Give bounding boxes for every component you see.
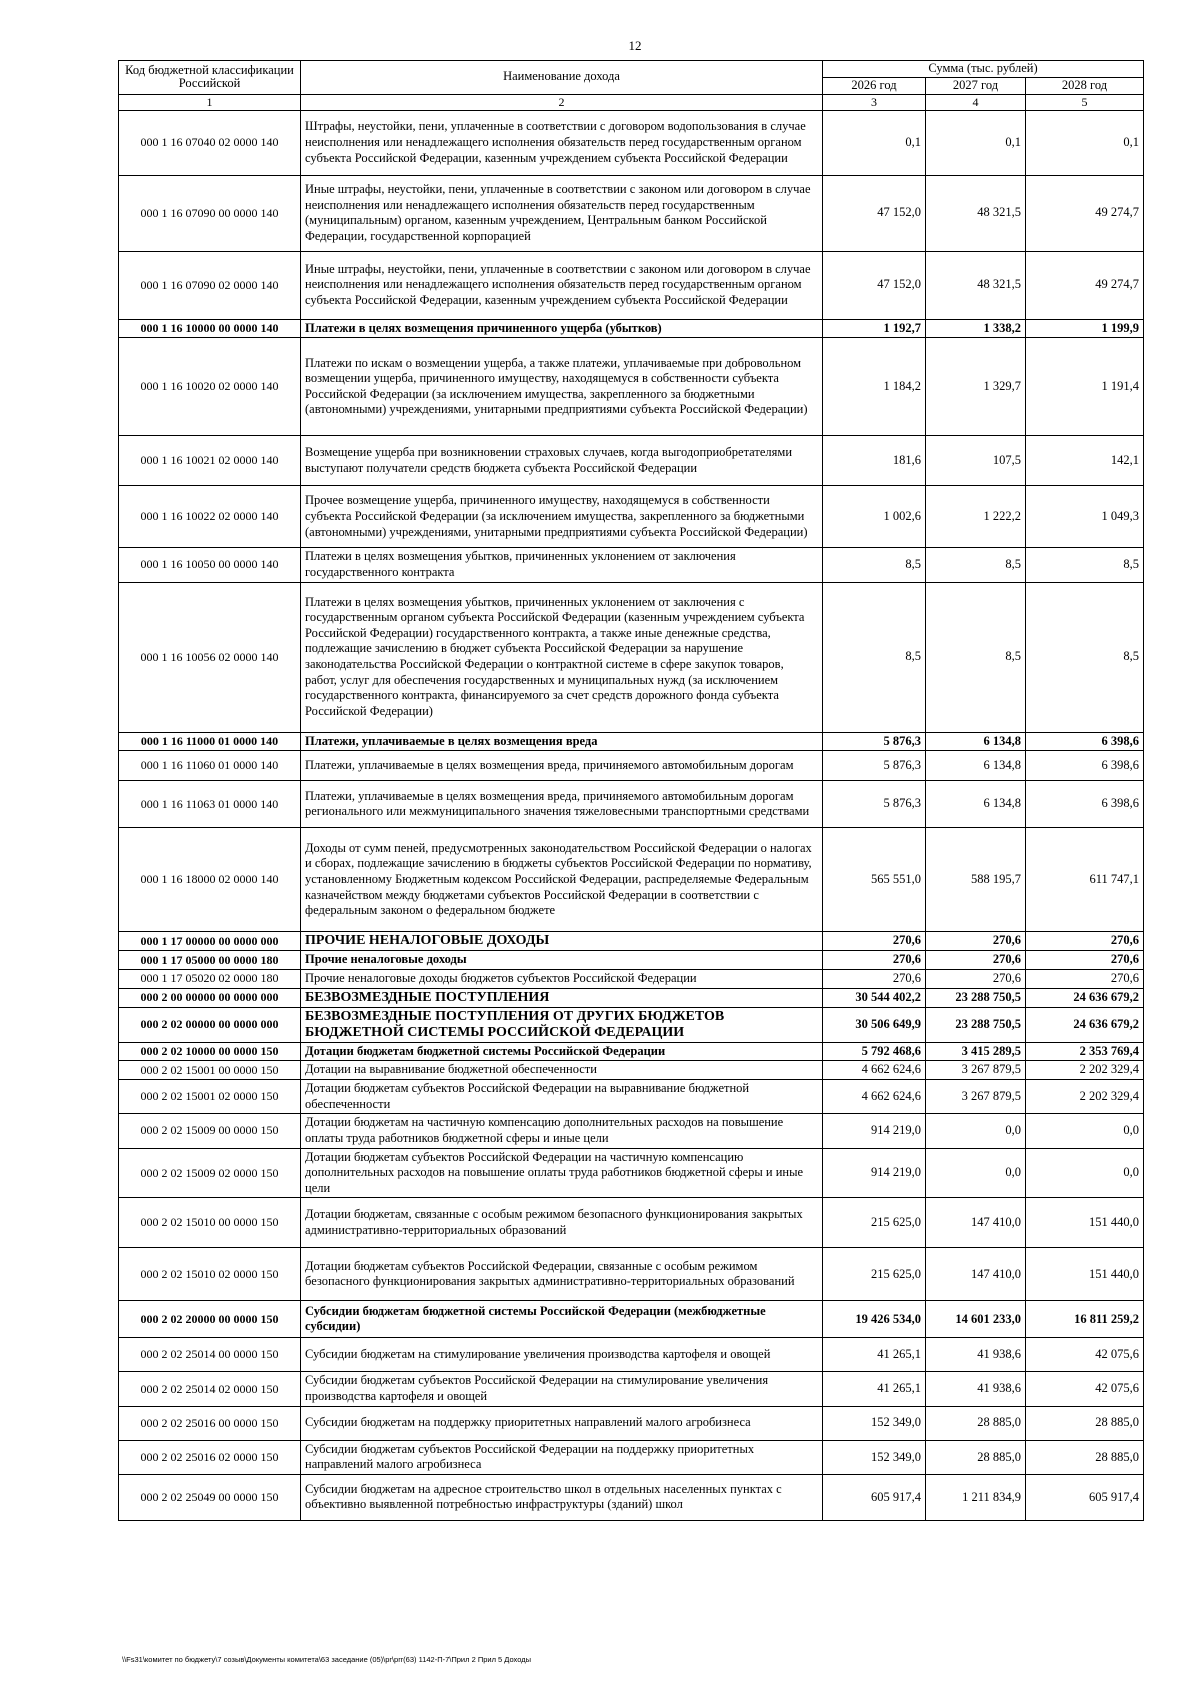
amount-2026-cell: 0,1	[823, 110, 926, 175]
budget-code-cell: 000 2 02 25016 00 0000 150	[119, 1406, 301, 1440]
table-row	[119, 175, 1144, 251]
amount-2027-cell: 147 410,0	[926, 1198, 1026, 1248]
amount-2026-cell: 181,6	[823, 436, 926, 486]
revenue-name-cell: БЕЗВОЗМЕЗДНЫЕ ПОСТУПЛЕНИЯ	[301, 988, 823, 1007]
amount-2026-cell: 47 152,0	[823, 251, 926, 319]
amount-2028-cell: 49 274,7	[1026, 175, 1144, 251]
amount-2028-cell: 0,0	[1026, 1114, 1144, 1148]
table-row	[119, 1042, 1144, 1061]
table-row	[119, 951, 1144, 970]
header-code: Код бюджетной классификации Российской	[119, 61, 301, 95]
amount-2028-cell: 2 202 329,4	[1026, 1080, 1144, 1114]
amount-2026-cell: 8,5	[823, 548, 926, 582]
amount-2027-cell: 8,5	[926, 548, 1026, 582]
revenue-name-cell: Прочее возмещение ущерба, причиненного имуществу, находящемуся в собственности субъекта Российской Федерации (за исключением имущества, закрепленного за бюджетными (автономными) учреждениями, унитарными предприятиями субъекта Российской Федерации)	[301, 486, 823, 548]
table-row	[119, 582, 1144, 732]
table-row	[119, 1007, 1144, 1042]
budget-code-cell: 000 1 16 18000 02 0000 140	[119, 828, 301, 932]
column-number: 5	[1026, 94, 1144, 110]
amount-2027-cell: 1 338,2	[926, 319, 1026, 338]
budget-code-cell: 000 1 16 10020 02 0000 140	[119, 338, 301, 436]
amount-2026-cell: 270,6	[823, 969, 926, 988]
table-row	[119, 1114, 1144, 1148]
table-row	[119, 110, 1144, 175]
budget-code-cell: 000 2 02 15009 02 0000 150	[119, 1148, 301, 1198]
header-sum: Сумма (тыс. рублей)	[823, 61, 1144, 78]
table-row	[119, 1198, 1144, 1248]
amount-2026-cell: 914 219,0	[823, 1148, 926, 1198]
amount-2028-cell: 2 202 329,4	[1026, 1061, 1144, 1080]
amount-2027-cell: 41 938,6	[926, 1372, 1026, 1406]
amount-2026-cell: 41 265,1	[823, 1338, 926, 1372]
amount-2027-cell: 1 329,7	[926, 338, 1026, 436]
table-row	[119, 251, 1144, 319]
amount-2028-cell: 8,5	[1026, 548, 1144, 582]
revenue-name-cell: Дотации на выравнивание бюджетной обеспеченности	[301, 1061, 823, 1080]
table-row	[119, 781, 1144, 828]
amount-2027-cell: 6 134,8	[926, 732, 1026, 751]
table-row	[119, 1080, 1144, 1114]
revenue-name-cell: Штрафы, неустойки, пени, уплаченные в соответствии с договором водопользования в случае неисполнения или ненадлежащего исполнения обязательств перед государственным органом субъекта Российской Федерации, казенным учреждением субъекта Российской Федерации	[301, 110, 823, 175]
amount-2028-cell: 6 398,6	[1026, 751, 1144, 781]
table-row	[119, 1338, 1144, 1372]
table-row	[119, 548, 1144, 582]
budget-code-cell: 000 1 16 07090 02 0000 140	[119, 251, 301, 319]
amount-2028-cell: 6 398,6	[1026, 781, 1144, 828]
amount-2026-cell: 152 349,0	[823, 1440, 926, 1474]
amount-2028-cell: 1 049,3	[1026, 486, 1144, 548]
amount-2027-cell: 48 321,5	[926, 251, 1026, 319]
amount-2028-cell: 151 440,0	[1026, 1198, 1144, 1248]
page-number: 12	[628, 38, 642, 53]
amount-2028-cell: 270,6	[1026, 969, 1144, 988]
amount-2027-cell: 6 134,8	[926, 781, 1026, 828]
amount-2026-cell: 152 349,0	[823, 1406, 926, 1440]
budget-code-cell: 000 1 16 10000 00 0000 140	[119, 319, 301, 338]
amount-2026-cell: 1 184,2	[823, 338, 926, 436]
amount-2027-cell: 14 601 233,0	[926, 1301, 1026, 1338]
table-row	[119, 1148, 1144, 1198]
budget-code-cell: 000 1 17 05020 02 0000 180	[119, 969, 301, 988]
budget-code-cell: 000 2 02 25014 00 0000 150	[119, 1338, 301, 1372]
budget-code-cell: 000 2 02 15009 00 0000 150	[119, 1114, 301, 1148]
revenue-name-cell: Платежи, уплачиваемые в целях возмещения вреда, причиняемого автомобильным дорогам регионального или межмуниципального значения тяжеловесными транспортными средствами	[301, 781, 823, 828]
budget-code-cell: 000 1 16 11060 01 0000 140	[119, 751, 301, 781]
table-body	[119, 110, 1144, 1520]
column-number: 3	[823, 94, 926, 110]
revenue-name-cell: Дотации бюджетам бюджетной системы Российской Федерации	[301, 1042, 823, 1061]
budget-code-cell: 000 2 02 15010 00 0000 150	[119, 1198, 301, 1248]
amount-2027-cell: 41 938,6	[926, 1338, 1026, 1372]
revenue-name-cell: Платежи, уплачиваемые в целях возмещения вреда	[301, 732, 823, 751]
amount-2028-cell: 1 191,4	[1026, 338, 1144, 436]
table-row	[119, 338, 1144, 436]
amount-2027-cell: 0,0	[926, 1114, 1026, 1148]
revenue-name-cell: Субсидии бюджетам субъектов Российской Федерации на поддержку приоритетных направлений малого агробизнеса	[301, 1440, 823, 1474]
table-row	[119, 1440, 1144, 1474]
amount-2026-cell: 30 506 649,9	[823, 1007, 926, 1042]
budget-code-cell: 000 2 02 15001 00 0000 150	[119, 1061, 301, 1080]
amount-2026-cell: 605 917,4	[823, 1474, 926, 1520]
column-number: 1	[119, 94, 301, 110]
amount-2026-cell: 19 426 534,0	[823, 1301, 926, 1338]
table-row	[119, 1301, 1144, 1338]
revenue-name-cell: Субсидии бюджетам бюджетной системы Российской Федерации (межбюджетные субсидии)	[301, 1301, 823, 1338]
table-row	[119, 1248, 1144, 1301]
amount-2026-cell: 565 551,0	[823, 828, 926, 932]
header-year-2027: 2027 год	[926, 77, 1026, 94]
revenue-name-cell: Платежи, уплачиваемые в целях возмещения вреда, причиняемого автомобильным дорогам	[301, 751, 823, 781]
amount-2027-cell: 23 288 750,5	[926, 988, 1026, 1007]
table-row	[119, 1474, 1144, 1520]
amount-2027-cell: 3 267 879,5	[926, 1061, 1026, 1080]
budget-code-cell: 000 1 16 10056 02 0000 140	[119, 582, 301, 732]
amount-2027-cell: 1 211 834,9	[926, 1474, 1026, 1520]
table-row	[119, 1406, 1144, 1440]
column-number: 4	[926, 94, 1026, 110]
budget-code-cell: 000 2 02 25014 02 0000 150	[119, 1372, 301, 1406]
revenue-table	[118, 60, 1144, 1521]
amount-2026-cell: 5 792 468,6	[823, 1042, 926, 1061]
amount-2028-cell: 24 636 679,2	[1026, 1007, 1144, 1042]
budget-code-cell: 000 1 16 11000 01 0000 140	[119, 732, 301, 751]
amount-2027-cell: 28 885,0	[926, 1440, 1026, 1474]
amount-2027-cell: 147 410,0	[926, 1248, 1026, 1301]
amount-2026-cell: 270,6	[823, 951, 926, 970]
amount-2026-cell: 5 876,3	[823, 732, 926, 751]
revenue-name-cell: Субсидии бюджетам на стимулирование увеличения производства картофеля и овощей	[301, 1338, 823, 1372]
revenue-name-cell: Иные штрафы, неустойки, пени, уплаченные в соответствии с законом или договором в случае неисполнения или ненадлежащего исполнения обязательств перед государственным органом субъекта Российской Федерации, казенным учреждением субъекта Российской Федерации	[301, 251, 823, 319]
amount-2028-cell: 270,6	[1026, 951, 1144, 970]
revenue-name-cell: Платежи в целях возмещения причиненного ущерба (убытков)	[301, 319, 823, 338]
header-year-2028: 2028 год	[1026, 77, 1144, 94]
table-row	[119, 932, 1144, 951]
revenue-name-cell: Дотации бюджетам субъектов Российской Федерации на выравнивание бюджетной обеспеченности	[301, 1080, 823, 1114]
revenue-name-cell: Субсидии бюджетам на адресное строительство школ в отдельных населенных пунктах с объективно выявленной потребностью инфраструктуры (зданий) школ	[301, 1474, 823, 1520]
table-row	[119, 969, 1144, 988]
budget-code-cell: 000 2 02 15010 02 0000 150	[119, 1248, 301, 1301]
amount-2027-cell: 270,6	[926, 932, 1026, 951]
budget-code-cell: 000 1 16 07090 00 0000 140	[119, 175, 301, 251]
amount-2026-cell: 270,6	[823, 932, 926, 951]
amount-2028-cell: 6 398,6	[1026, 732, 1144, 751]
amount-2027-cell: 270,6	[926, 951, 1026, 970]
amount-2026-cell: 5 876,3	[823, 751, 926, 781]
revenue-name-cell: Прочие неналоговые доходы бюджетов субъектов Российской Федерации	[301, 969, 823, 988]
revenue-name-cell: Дотации бюджетам субъектов Российской Федерации на частичную компенсацию дополнительных расходов на повышение оплаты труда работников бюджетной сферы и иные цели	[301, 1148, 823, 1198]
amount-2026-cell: 4 662 624,6	[823, 1061, 926, 1080]
amount-2028-cell: 8,5	[1026, 582, 1144, 732]
amount-2027-cell: 270,6	[926, 969, 1026, 988]
revenue-name-cell: ПРОЧИЕ НЕНАЛОГОВЫЕ ДОХОДЫ	[301, 932, 823, 951]
revenue-name-cell: Субсидии бюджетам на поддержку приоритетных направлений малого агробизнеса	[301, 1406, 823, 1440]
amount-2027-cell: 23 288 750,5	[926, 1007, 1026, 1042]
revenue-name-cell: Платежи по искам о возмещении ущерба, а также платежи, уплачиваемые при добровольном возмещении ущерба, причиненного имуществу, находящемуся в собственности субъекта Российской Федерации (за исключением имущества, закрепленного за бюджетными (автономными) учреждениями, унитарными предприятиями субъекта Российской Федерации)	[301, 338, 823, 436]
amount-2027-cell: 8,5	[926, 582, 1026, 732]
amount-2028-cell: 2 353 769,4	[1026, 1042, 1144, 1061]
budget-code-cell: 000 2 02 10000 00 0000 150	[119, 1042, 301, 1061]
amount-2026-cell: 41 265,1	[823, 1372, 926, 1406]
amount-2026-cell: 914 219,0	[823, 1114, 926, 1148]
amount-2028-cell: 151 440,0	[1026, 1248, 1144, 1301]
amount-2027-cell: 107,5	[926, 436, 1026, 486]
budget-code-cell: 000 1 16 10022 02 0000 140	[119, 486, 301, 548]
amount-2028-cell: 16 811 259,2	[1026, 1301, 1144, 1338]
amount-2028-cell: 611 747,1	[1026, 828, 1144, 932]
budget-code-cell: 000 2 00 00000 00 0000 000	[119, 988, 301, 1007]
amount-2027-cell: 1 222,2	[926, 486, 1026, 548]
revenue-name-cell: Дотации бюджетам субъектов Российской Федерации, связанные с особым режимом безопасного функционирования закрытых административно-территориальных образований	[301, 1248, 823, 1301]
amount-2028-cell: 1 199,9	[1026, 319, 1144, 338]
amount-2027-cell: 3 267 879,5	[926, 1080, 1026, 1114]
amount-2026-cell: 5 876,3	[823, 781, 926, 828]
revenue-name-cell: Возмещение ущерба при возникновении страховых случаев, когда выгодоприобретателями выступают получатели средств бюджета субъекта Российской Федерации	[301, 436, 823, 486]
table-row	[119, 1372, 1144, 1406]
revenue-name-cell: БЕЗВОЗМЕЗДНЫЕ ПОСТУПЛЕНИЯ ОТ ДРУГИХ БЮДЖЕТОВ БЮДЖЕТНОЙ СИСТЕМЫ РОССИЙСКОЙ ФЕДЕРАЦИИ	[301, 1007, 823, 1042]
amount-2028-cell: 605 917,4	[1026, 1474, 1144, 1520]
amount-2026-cell: 215 625,0	[823, 1198, 926, 1248]
revenue-name-cell: Субсидии бюджетам субъектов Российской Федерации на стимулирование увеличения производства картофеля и овощей	[301, 1372, 823, 1406]
revenue-name-cell: Платежи в целях возмещения убытков, причиненных уклонением от заключения государственного контракта	[301, 548, 823, 582]
budget-code-cell: 000 1 16 07040 02 0000 140	[119, 110, 301, 175]
budget-code-cell: 000 1 17 05000 00 0000 180	[119, 951, 301, 970]
table-row	[119, 828, 1144, 932]
amount-2027-cell: 6 134,8	[926, 751, 1026, 781]
amount-2026-cell: 47 152,0	[823, 175, 926, 251]
amount-2026-cell: 4 662 624,6	[823, 1080, 926, 1114]
amount-2028-cell: 28 885,0	[1026, 1440, 1144, 1474]
revenue-name-cell: Платежи в целях возмещения убытков, причиненных уклонением от заключения с государственным органом субъекта Российской Федерации (казенным учреждением субъекта Российской Федерации) государственного контракта, а также иные денежные средства, подлежащие зачислению в бюджет субъекта Российской Федерации за нарушение законодательства Российской Федерации о контрактной системе в сфере закупок товаров, работ, услуг для обеспечения государственных и муниципальных нужд (за исключением государственного контракта, финансируемого за счет средств дорожного фонда субъекта Российской Федерации)	[301, 582, 823, 732]
budget-code-cell: 000 1 16 10050 00 0000 140	[119, 548, 301, 582]
amount-2028-cell: 0,0	[1026, 1148, 1144, 1198]
amount-2028-cell: 24 636 679,2	[1026, 988, 1144, 1007]
amount-2026-cell: 1 002,6	[823, 486, 926, 548]
amount-2027-cell: 28 885,0	[926, 1406, 1026, 1440]
amount-2027-cell: 3 415 289,5	[926, 1042, 1026, 1061]
header-year-2026: 2026 год	[823, 77, 926, 94]
budget-code-cell: 000 1 17 00000 00 0000 000	[119, 932, 301, 951]
table-row	[119, 732, 1144, 751]
amount-2027-cell: 0,1	[926, 110, 1026, 175]
budget-code-cell: 000 1 16 11063 01 0000 140	[119, 781, 301, 828]
amount-2027-cell: 588 195,7	[926, 828, 1026, 932]
amount-2028-cell: 42 075,6	[1026, 1372, 1144, 1406]
table-row	[119, 436, 1144, 486]
revenue-name-cell: Прочие неналоговые доходы	[301, 951, 823, 970]
revenue-name-cell: Дотации бюджетам, связанные с особым режимом безопасного функционирования закрытых административно-территориальных образований	[301, 1198, 823, 1248]
amount-2027-cell: 0,0	[926, 1148, 1026, 1198]
header-name: Наименование дохода	[301, 61, 823, 95]
table-row	[119, 486, 1144, 548]
revenue-name-cell: Иные штрафы, неустойки, пени, уплаченные в соответствии с законом или договором в случае неисполнения или ненадлежащего исполнения обязательств перед государственным (муниципальным) органом, казенным учреждением, Центральным банком Российской Федерации, государственной корпорацией	[301, 175, 823, 251]
amount-2028-cell: 28 885,0	[1026, 1406, 1144, 1440]
column-number: 2	[301, 94, 823, 110]
footer-file-path: \\Fs31\комитет по бюджету\7 созыв\Документы комитета\63 заседание (05)\pr\prr(63) 1142-П-7\Прил 2 Прил 5 Доходы	[122, 1655, 531, 1664]
table-row	[119, 319, 1144, 338]
amount-2028-cell: 42 075,6	[1026, 1338, 1144, 1372]
budget-code-cell: 000 2 02 00000 00 0000 000	[119, 1007, 301, 1042]
revenue-name-cell: Дотации бюджетам на частичную компенсацию дополнительных расходов на повышение оплаты труда работников бюджетной сферы и иные цели	[301, 1114, 823, 1148]
amount-2026-cell: 215 625,0	[823, 1248, 926, 1301]
budget-code-cell: 000 2 02 20000 00 0000 150	[119, 1301, 301, 1338]
amount-2028-cell: 270,6	[1026, 932, 1144, 951]
amount-2028-cell: 142,1	[1026, 436, 1144, 486]
table-row	[119, 988, 1144, 1007]
amount-2026-cell: 1 192,7	[823, 319, 926, 338]
amount-2026-cell: 8,5	[823, 582, 926, 732]
table-row	[119, 1061, 1144, 1080]
budget-code-cell: 000 2 02 15001 02 0000 150	[119, 1080, 301, 1114]
amount-2027-cell: 48 321,5	[926, 175, 1026, 251]
revenue-name-cell: Доходы от сумм пеней, предусмотренных законодательством Российской Федерации о налогах и сборах, подлежащие зачислению в бюджеты субъектов Российской Федерации по нормативу, установленному Бюджетным кодексом Российской Федерации, распределяемые Федеральным казначейством между бюджетами субъектов Российской Федерации в соответствии с федеральным законом о федеральном бюджете	[301, 828, 823, 932]
amount-2026-cell: 30 544 402,2	[823, 988, 926, 1007]
budget-code-cell: 000 2 02 25049 00 0000 150	[119, 1474, 301, 1520]
table-row	[119, 751, 1144, 781]
amount-2028-cell: 0,1	[1026, 110, 1144, 175]
amount-2028-cell: 49 274,7	[1026, 251, 1144, 319]
budget-code-cell: 000 2 02 25016 02 0000 150	[119, 1440, 301, 1474]
budget-code-cell: 000 1 16 10021 02 0000 140	[119, 436, 301, 486]
